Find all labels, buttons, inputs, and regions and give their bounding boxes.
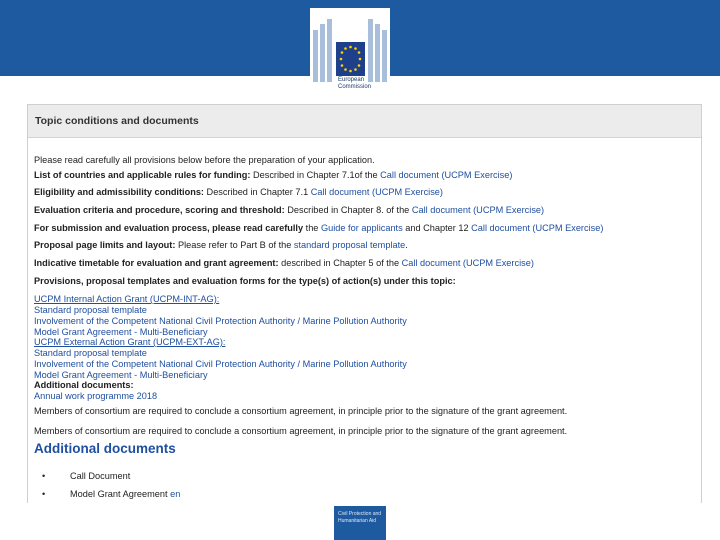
call-document-link[interactable]: Call document (UCPM Exercise) bbox=[380, 170, 513, 180]
row-page-limits bbox=[34, 240, 408, 251]
call-document-link[interactable]: Call document (UCPM Exercise) bbox=[310, 187, 443, 197]
row-eligibility bbox=[34, 187, 443, 198]
call-document-item-link[interactable]: Call Document bbox=[70, 471, 131, 481]
external-grant-group bbox=[34, 337, 407, 381]
row-label: Evaluation criteria and procedure, scoring and threshold: bbox=[34, 205, 285, 215]
guide-for-applicants-link[interactable]: Guide for applicants bbox=[320, 223, 403, 233]
row-text: Described in Chapter 8. of the bbox=[284, 205, 412, 215]
model-grant-agreement-link[interactable]: Model Grant Agreement - Multi-Beneficiary bbox=[34, 327, 208, 337]
row-text: described in Chapter 5 of the bbox=[278, 258, 402, 268]
row-label: For submission and evaluation process, please read carefully bbox=[34, 223, 304, 233]
standard-proposal-template-link[interactable]: Standard proposal template bbox=[34, 348, 147, 358]
additional-documents-heading: Additional documents bbox=[34, 441, 176, 456]
row-submission bbox=[34, 223, 603, 234]
annual-work-programme-link[interactable]: Annual work programme 2018 bbox=[34, 391, 158, 401]
standard-proposal-template-link[interactable]: standard proposal template bbox=[293, 240, 406, 250]
row-label: Eligibility and admissibility conditions: bbox=[34, 187, 204, 197]
bullet-icon: • bbox=[42, 489, 46, 499]
language-en-link[interactable]: en bbox=[170, 489, 181, 499]
row-countries bbox=[34, 170, 512, 181]
intro-text: Please read carefully all provisions below before the preparation of your application. bbox=[34, 155, 375, 165]
topic-conditions-panel bbox=[27, 104, 702, 503]
standard-proposal-template-link[interactable]: Standard proposal template bbox=[34, 305, 147, 315]
model-grant-agreement-item bbox=[70, 489, 180, 500]
footer-line-2: Humanitarian Aid bbox=[338, 518, 377, 524]
row-text: and Chapter 12 bbox=[402, 223, 472, 233]
row-label: Indicative timetable for evaluation and grant agreement: bbox=[34, 258, 279, 268]
external-grant-title-link[interactable]: UCPM External Action Grant (UCPM-EXT-AG): bbox=[34, 337, 226, 347]
additional-documents-block bbox=[34, 380, 157, 402]
bullet-icon: • bbox=[42, 471, 46, 481]
logo-line-2: Commission bbox=[338, 84, 372, 90]
row-timetable bbox=[34, 258, 534, 269]
row-text: Described in Chapter 7.1 bbox=[204, 187, 311, 197]
competent-authority-link[interactable]: Involvement of the Competent National Civil Protection Authority / Marine Pollution Authority bbox=[34, 359, 407, 369]
internal-grant-title-link[interactable]: UCPM Internal Action Grant (UCPM-INT-AG): bbox=[34, 294, 220, 304]
row-text: . bbox=[405, 240, 408, 250]
footer-line-1: Civil Protection and bbox=[338, 511, 382, 517]
consortium-note-1: Members of consortium are required to conclude a consortium agreement, in principle prior to the signature of the grant agreement. bbox=[34, 406, 568, 416]
row-label: Proposal page limits and layout: bbox=[34, 240, 176, 250]
call-document-link[interactable]: Call document (UCPM Exercise) bbox=[411, 205, 545, 215]
row-text: the bbox=[303, 223, 321, 233]
call-document-link[interactable]: Call document (UCPM Exercise) bbox=[471, 223, 604, 233]
list-item bbox=[34, 489, 334, 501]
list-item bbox=[34, 471, 334, 483]
model-grant-agreement-link[interactable]: Model Grant Agreement - Multi-Beneficiary bbox=[34, 370, 208, 380]
civil-protection-logo bbox=[334, 506, 386, 540]
provisions-label: Provisions, proposal templates and evaluation forms for the type(s) of action(s) under this topic: bbox=[34, 276, 456, 286]
call-document-link[interactable]: Call document (UCPM Exercise) bbox=[401, 258, 534, 268]
row-text: Described in Chapter 7.1of the bbox=[250, 170, 381, 180]
model-grant-agreement-text: Model Grant Agreement bbox=[70, 489, 168, 499]
row-text: Please refer to Part B of the bbox=[175, 240, 294, 250]
row-evaluation bbox=[34, 205, 544, 216]
competent-authority-link[interactable]: Involvement of the Competent National Civil Protection Authority / Marine Pollution Authority bbox=[34, 316, 407, 326]
row-label: List of countries and applicable rules for funding: bbox=[34, 170, 251, 180]
logo-line-1: European bbox=[338, 77, 365, 83]
logo-text bbox=[338, 77, 386, 91]
panel-title: Topic conditions and documents bbox=[28, 105, 701, 138]
internal-grant-group bbox=[34, 294, 407, 338]
additional-documents-label: Additional documents: bbox=[34, 380, 134, 390]
consortium-note-2: Members of consortium are required to conclude a consortium agreement, in principle prior to the signature of the grant agreement. bbox=[34, 426, 568, 436]
